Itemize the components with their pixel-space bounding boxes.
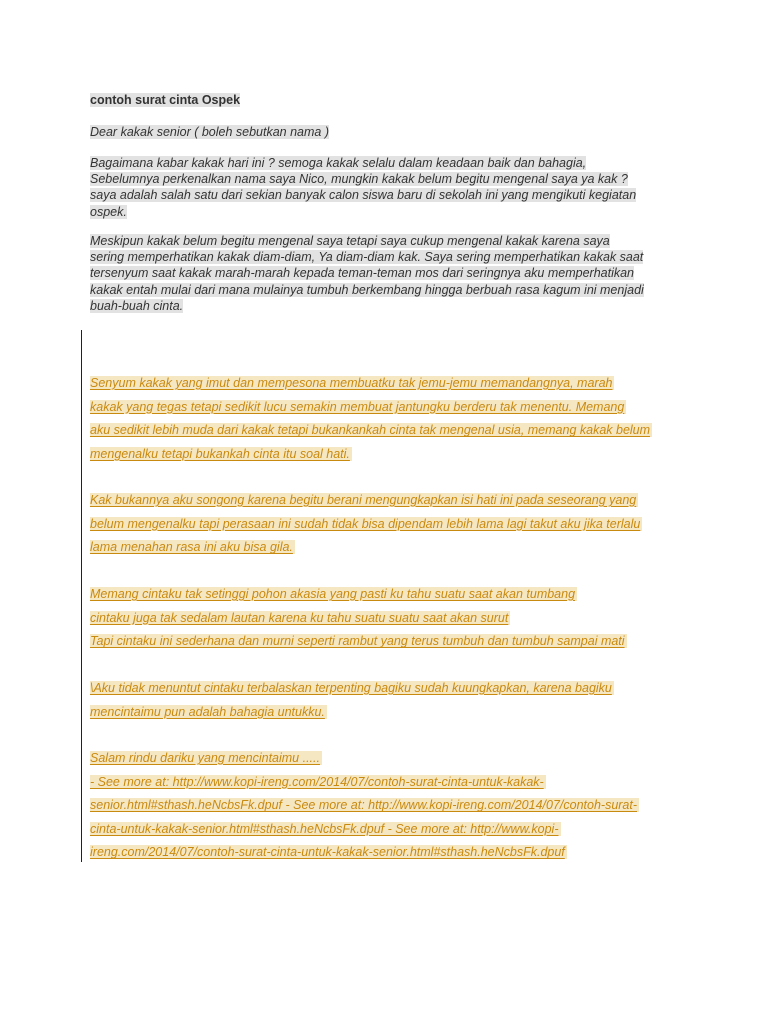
source-link[interactable]: senior.html#sthash.heNcbsFk.dpuf - See more at: http://www.kopi-ireng.com/2014/07/contoh-surat-: [90, 798, 638, 813]
poem-line-link[interactable]: Senyum kakak yang imut dan mempesona membuatku tak jemu-jemu memandangnya, marah: [90, 376, 613, 390]
body-paragraph: [90, 233, 690, 314]
poem-stanza-2: [90, 489, 690, 560]
intro-paragraph: [90, 155, 690, 220]
poem-line-link[interactable]: Salam rindu dariku yang mencintaimu .....: [90, 751, 320, 765]
poem-line-link[interactable]: kakak yang tegas tetapi sedikit lucu semakin membuat jantungku berderu tak menentu. Memang: [90, 399, 625, 414]
source-link[interactable]: cinta-untuk-kakak-senior.html#sthash.heNcbsFk.dpuf - See more at: http://www.kopi-: [90, 821, 559, 836]
body-line: kakak entah mulai dari mana mulainya tumbuh berkembang hingga berbuah rasa kagum ini menjadi: [90, 282, 644, 297]
poem-line-link[interactable]: mencintaimu pun adalah bahagia untukku.: [90, 704, 325, 719]
source-link[interactable]: - See more at: http://www.kopi-ireng.com/2014/07/contoh-surat-cinta-untuk-kakak-: [90, 774, 544, 789]
poem-stanza-3: [90, 583, 690, 654]
poem-line-link[interactable]: belum mengenalku tapi perasaan ini sudah tidak bisa dipendam lebih lama lagi takut aku jika terlalu: [90, 516, 641, 531]
body-line: sering memperhatikan kakak diam-diam, Ya diam-diam kak. Saya sering memperhatikan kakak saat: [90, 250, 644, 265]
body-line: tersenyum saat kakak marah-marah kepada teman-teman mos dari seringnya aku memperhatikan: [90, 266, 635, 281]
document-title: [90, 92, 240, 108]
poem-line-link[interactable]: \Aku tidak menuntut cintaku terbalaskan terpenting bagiku sudah kuungkapkan, karena bagiku: [90, 681, 612, 695]
intro-line: saya adalah salah satu dari sekian banyak calon siswa baru di sekolah ini yang mengikuti kegiatan: [90, 188, 637, 203]
poem-stanza-4: [90, 677, 690, 724]
title-text: contoh surat cinta Ospek: [90, 93, 241, 107]
poem-line-link[interactable]: aku sedikit lebih muda dari kakak tetapi bukankankah cinta tak mengenal usia, memang kakak belum: [90, 423, 651, 438]
poem-stanza-5: [90, 747, 690, 865]
body-line: buah-buah cinta.: [90, 298, 184, 313]
margin-rule: [81, 330, 82, 862]
greeting-text: Dear kakak senior ( boleh sebutkan nama ): [90, 125, 330, 139]
poem-line-link[interactable]: cintaku juga tak sedalam lautan karena ku tahu suatu suatu saat akan surut: [90, 610, 509, 625]
poem-line-link[interactable]: Kak bukannya aku songong karena begitu berani mengungkapkan isi hati ini pada seseorang yang: [90, 493, 637, 507]
intro-line: Sebelumnya perkenalkan nama saya Nico, mungkin kakak belum begitu mengenal saya ya kak ?: [90, 172, 628, 187]
poem-line-link[interactable]: Tapi cintaku ini sederhana dan murni seperti rambut yang terus tumbuh dan tumbuh sampai mati: [90, 634, 625, 649]
source-link[interactable]: ireng.com/2014/07/contoh-surat-cinta-untuk-kakak-senior.html#sthash.heNcbsFk.dpuf: [90, 845, 565, 860]
body-line: Meskipun kakak belum begitu mengenal saya tetapi saya cukup mengenal kakak karena saya: [90, 234, 610, 248]
poem-line-link[interactable]: lama menahan rasa ini aku bisa gila.: [90, 540, 293, 555]
poem-line-link[interactable]: Memang cintaku tak setinggi pohon akasia yang pasti ku tahu suatu saat akan tumbang: [90, 587, 576, 601]
intro-line: ospek.: [90, 204, 127, 219]
intro-line: Bagaimana kabar kakak hari ini ? semoga kakak selalu dalam keadaan baik dan bahagia,: [90, 156, 587, 170]
greeting-paragraph: [90, 124, 690, 140]
poem-stanza-1: [90, 372, 690, 466]
poem-line-link[interactable]: mengenalku tetapi bukankah cinta itu soal hati.: [90, 446, 350, 461]
